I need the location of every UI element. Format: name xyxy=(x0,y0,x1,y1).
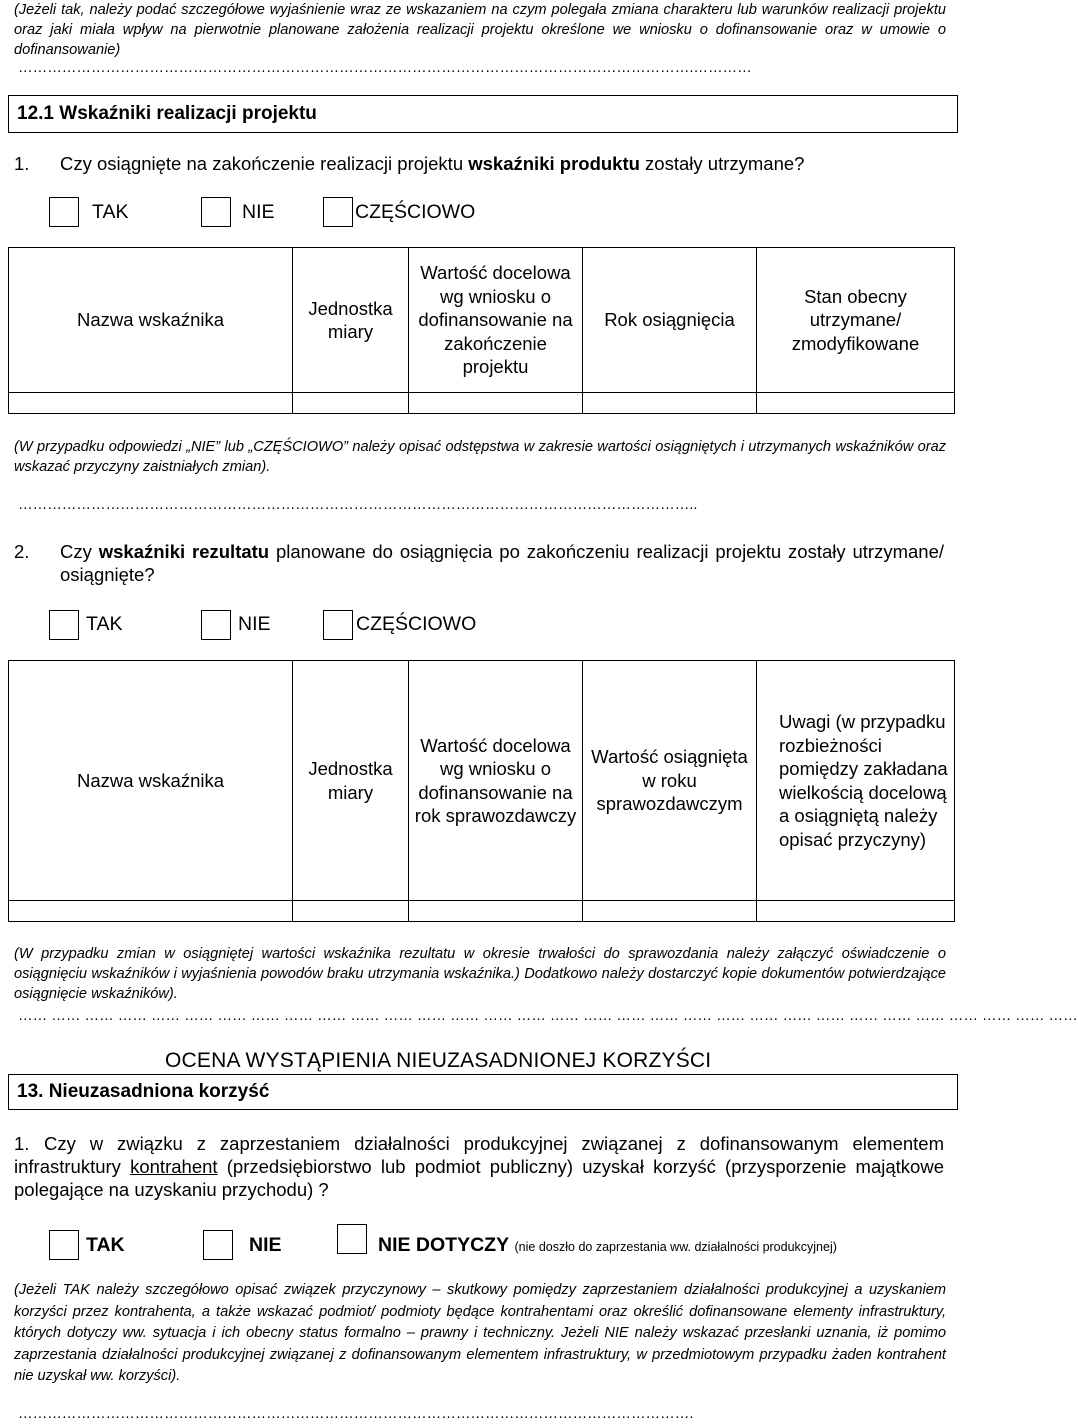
checkbox-czesciowo-1[interactable] xyxy=(323,197,353,227)
checkbox-nie-3-label: NIE xyxy=(249,1234,282,1256)
question-2-text-pre: Czy xyxy=(60,541,99,562)
question-1-text-pre: Czy osiągnięte na zakończenie realizacji projektu xyxy=(60,153,469,174)
heading-13: OCENA WYSTĄPIENIA NIEUZASADNIONEJ KORZYŚCI xyxy=(165,1049,712,1072)
checkbox-nie-3[interactable] xyxy=(203,1230,233,1260)
table-product-indicators xyxy=(8,247,955,414)
question-2-text-post: planowane do osiągnięcia po zakończeniu realizacji projektu zostały utrzymane/ osiągnięte? xyxy=(60,541,945,585)
nie-dotyczy-label: NIE DOTYCZY xyxy=(378,1234,510,1256)
table2-header-name: Nazwa wskaźnika xyxy=(9,661,293,901)
checkbox-tak-3-label: TAK xyxy=(86,1234,125,1256)
checkbox-nie-2-label: NIE xyxy=(238,613,271,635)
checkbox-czesciowo-2-label: CZĘŚCIOWO xyxy=(356,613,477,635)
table1-row xyxy=(9,393,955,414)
checkbox-tak-1[interactable] xyxy=(49,197,79,227)
checkbox-czesciowo-2[interactable] xyxy=(323,610,353,640)
question-3-underlined: kontrahent xyxy=(130,1156,218,1177)
table2-row xyxy=(9,901,955,922)
table2-cell[interactable] xyxy=(409,901,583,922)
table2-header-remarks: Uwagi (w przypadku rozbieżności pomiędzy zakładana wielkością docelową a osiągniętą należy opisać przyczyny) xyxy=(757,661,955,901)
answer-dots-3[interactable]: …… …… …… …… …… …… …… …… …… …… …… …… …… …… …… …… …… …… …… …… …… …… …… …… …… …… …… …… …… …… …… …… xyxy=(18,1008,1078,1024)
table1-cell[interactable] xyxy=(757,393,955,414)
table1-cell[interactable] xyxy=(583,393,757,414)
section-13-title: 13. Nieuzasadniona korzyść xyxy=(8,1074,958,1110)
table1-header-name: Nazwa wskaźnika xyxy=(9,248,293,393)
table1-header-unit: Jednostka miary xyxy=(293,248,409,393)
question-2 xyxy=(14,540,944,586)
checkbox-tak-2-label: TAK xyxy=(86,613,123,635)
checkbox-nie-1-label: NIE xyxy=(242,201,275,223)
table1-header-year: Rok osiągnięcia xyxy=(583,248,757,393)
table2-cell[interactable] xyxy=(583,901,757,922)
answer-dots-1[interactable]: ………………………………………………………………………………………………………………………….………… xyxy=(18,60,752,76)
checkbox-nie-dotyczy-3-label xyxy=(378,1234,837,1257)
table1-header-target: Wartość docelowa wg wniosku o dofinansowanie na zakończenie projektu xyxy=(409,248,583,393)
checkbox-nie-1[interactable] xyxy=(201,197,231,227)
question-3-number: 1. xyxy=(14,1133,30,1154)
checkbox-czesciowo-1-label: CZĘŚCIOWO xyxy=(355,201,476,223)
table1-cell[interactable] xyxy=(409,393,583,414)
question-1 xyxy=(14,152,954,175)
question-1-text-post: zostały utrzymane? xyxy=(639,153,805,174)
checkbox-tak-1-label: TAK xyxy=(92,201,129,223)
table2-header-achieved: Wartość osiągnięta w roku sprawozdawczym xyxy=(583,661,757,901)
question-3 xyxy=(14,1132,944,1201)
table2-header-target: Wartość docelowa wg wniosku o dofinansowanie na rok sprawozdawczy xyxy=(409,661,583,901)
table1-cell[interactable] xyxy=(9,393,293,414)
checkbox-tak-2[interactable] xyxy=(49,610,79,640)
table2-cell[interactable] xyxy=(293,901,409,922)
checkbox-tak-3[interactable] xyxy=(49,1230,79,1260)
question-3-text-a: Czy w związku z zaprzestaniem działalności produkcyjnej związanej z dofinansowanym elementem infrastruktury xyxy=(14,1133,944,1177)
question-3-text-b: (przedsiębiorstwo lub podmiot publiczny) uzyskał korzyść (przysporzenie majątkowe polegające na uzyskaniu przychodu) ? xyxy=(14,1156,944,1200)
answer-dots-2[interactable]: ………………………………………………………………………………………………………………………….. xyxy=(18,497,698,513)
table-result-indicators xyxy=(8,660,955,922)
note-3: (Jeżeli TAK należy szczegółowo opisać związek przyczynowy – skutkowy pomiędzy zaprzestaniem działalności produkcyjnej a uzyskaniem korzyści przez kontrahenta, a także wskazać podmiot/ podmioty będące kontrahentami oraz określić dofinansowane elementy infrastruktury, których dotyczy ww. sytuacja i ich obecny status formalno – prawny i techniczny. Jeżeli NIE należy wskazać przesłanki uznania, iż pomimo zaprzestania działalności produkcyjnej związanej z dofinansowanym elementem infrastruktury, w przedmiotowym przypadku żaden kontrahent nie uzyskał ww. korzyści). xyxy=(14,1282,946,1384)
table2-cell[interactable] xyxy=(9,901,293,922)
checkbox-nie-2[interactable] xyxy=(201,610,231,640)
table2-cell[interactable] xyxy=(757,901,955,922)
question-2-number: 2. xyxy=(14,541,30,562)
table1-header-status: Stan obecny utrzymane/ zmodyfikowane xyxy=(757,248,955,393)
question-2-text-bold: wskaźniki rezultatu xyxy=(98,541,270,562)
intro-note: (Jeżeli tak, należy podać szczegółowe wyjaśnienie wraz ze wskazaniem na czym polegała zmiana charakteru lub warunków realizacji projektu oraz jaki miała wpływ na pierwotnie planowane założenia realizacji projektu określone we wniosku o dofinansowanie oraz w umowie o dofinansowanie) xyxy=(14,2,946,58)
checkbox-nie-dotyczy-3[interactable] xyxy=(337,1224,367,1254)
note-1: (W przypadku odpowiedzi „NIE” lub „CZĘŚCIOWO” należy opisać odstępstwa w zakresie wartości osiągniętych i utrzymanych wskaźników oraz wskazać przyczyny zaistniałych zmian). xyxy=(14,439,946,475)
table2-header-unit: Jednostka miary xyxy=(293,661,409,901)
answer-dots-4[interactable]: …………………………………………………………………………………………………………………………. xyxy=(18,1406,694,1422)
nie-dotyczy-note: (nie doszło do zaprzestania ww. działalności produkcyjnej) xyxy=(514,1240,837,1254)
note-2: (W przypadku zmian w osiągniętej wartości wskaźnika rezultatu w okresie trwałości do sprawozdania należy załączyć oświadczenie o osiągnięciu wskaźników i wyjaśnienia powodów braku utrzymania wskaźnika.) Dodatkowo należy dostarczyć kopie dokumentów potwierdzające osiągnięcie wskaźników). xyxy=(14,946,946,1002)
question-1-number: 1. xyxy=(14,153,30,174)
table1-cell[interactable] xyxy=(293,393,409,414)
section-12-1-title: 12.1 Wskaźniki realizacji projektu xyxy=(8,95,958,133)
question-1-text-bold: wskaźniki produktu xyxy=(468,153,640,174)
